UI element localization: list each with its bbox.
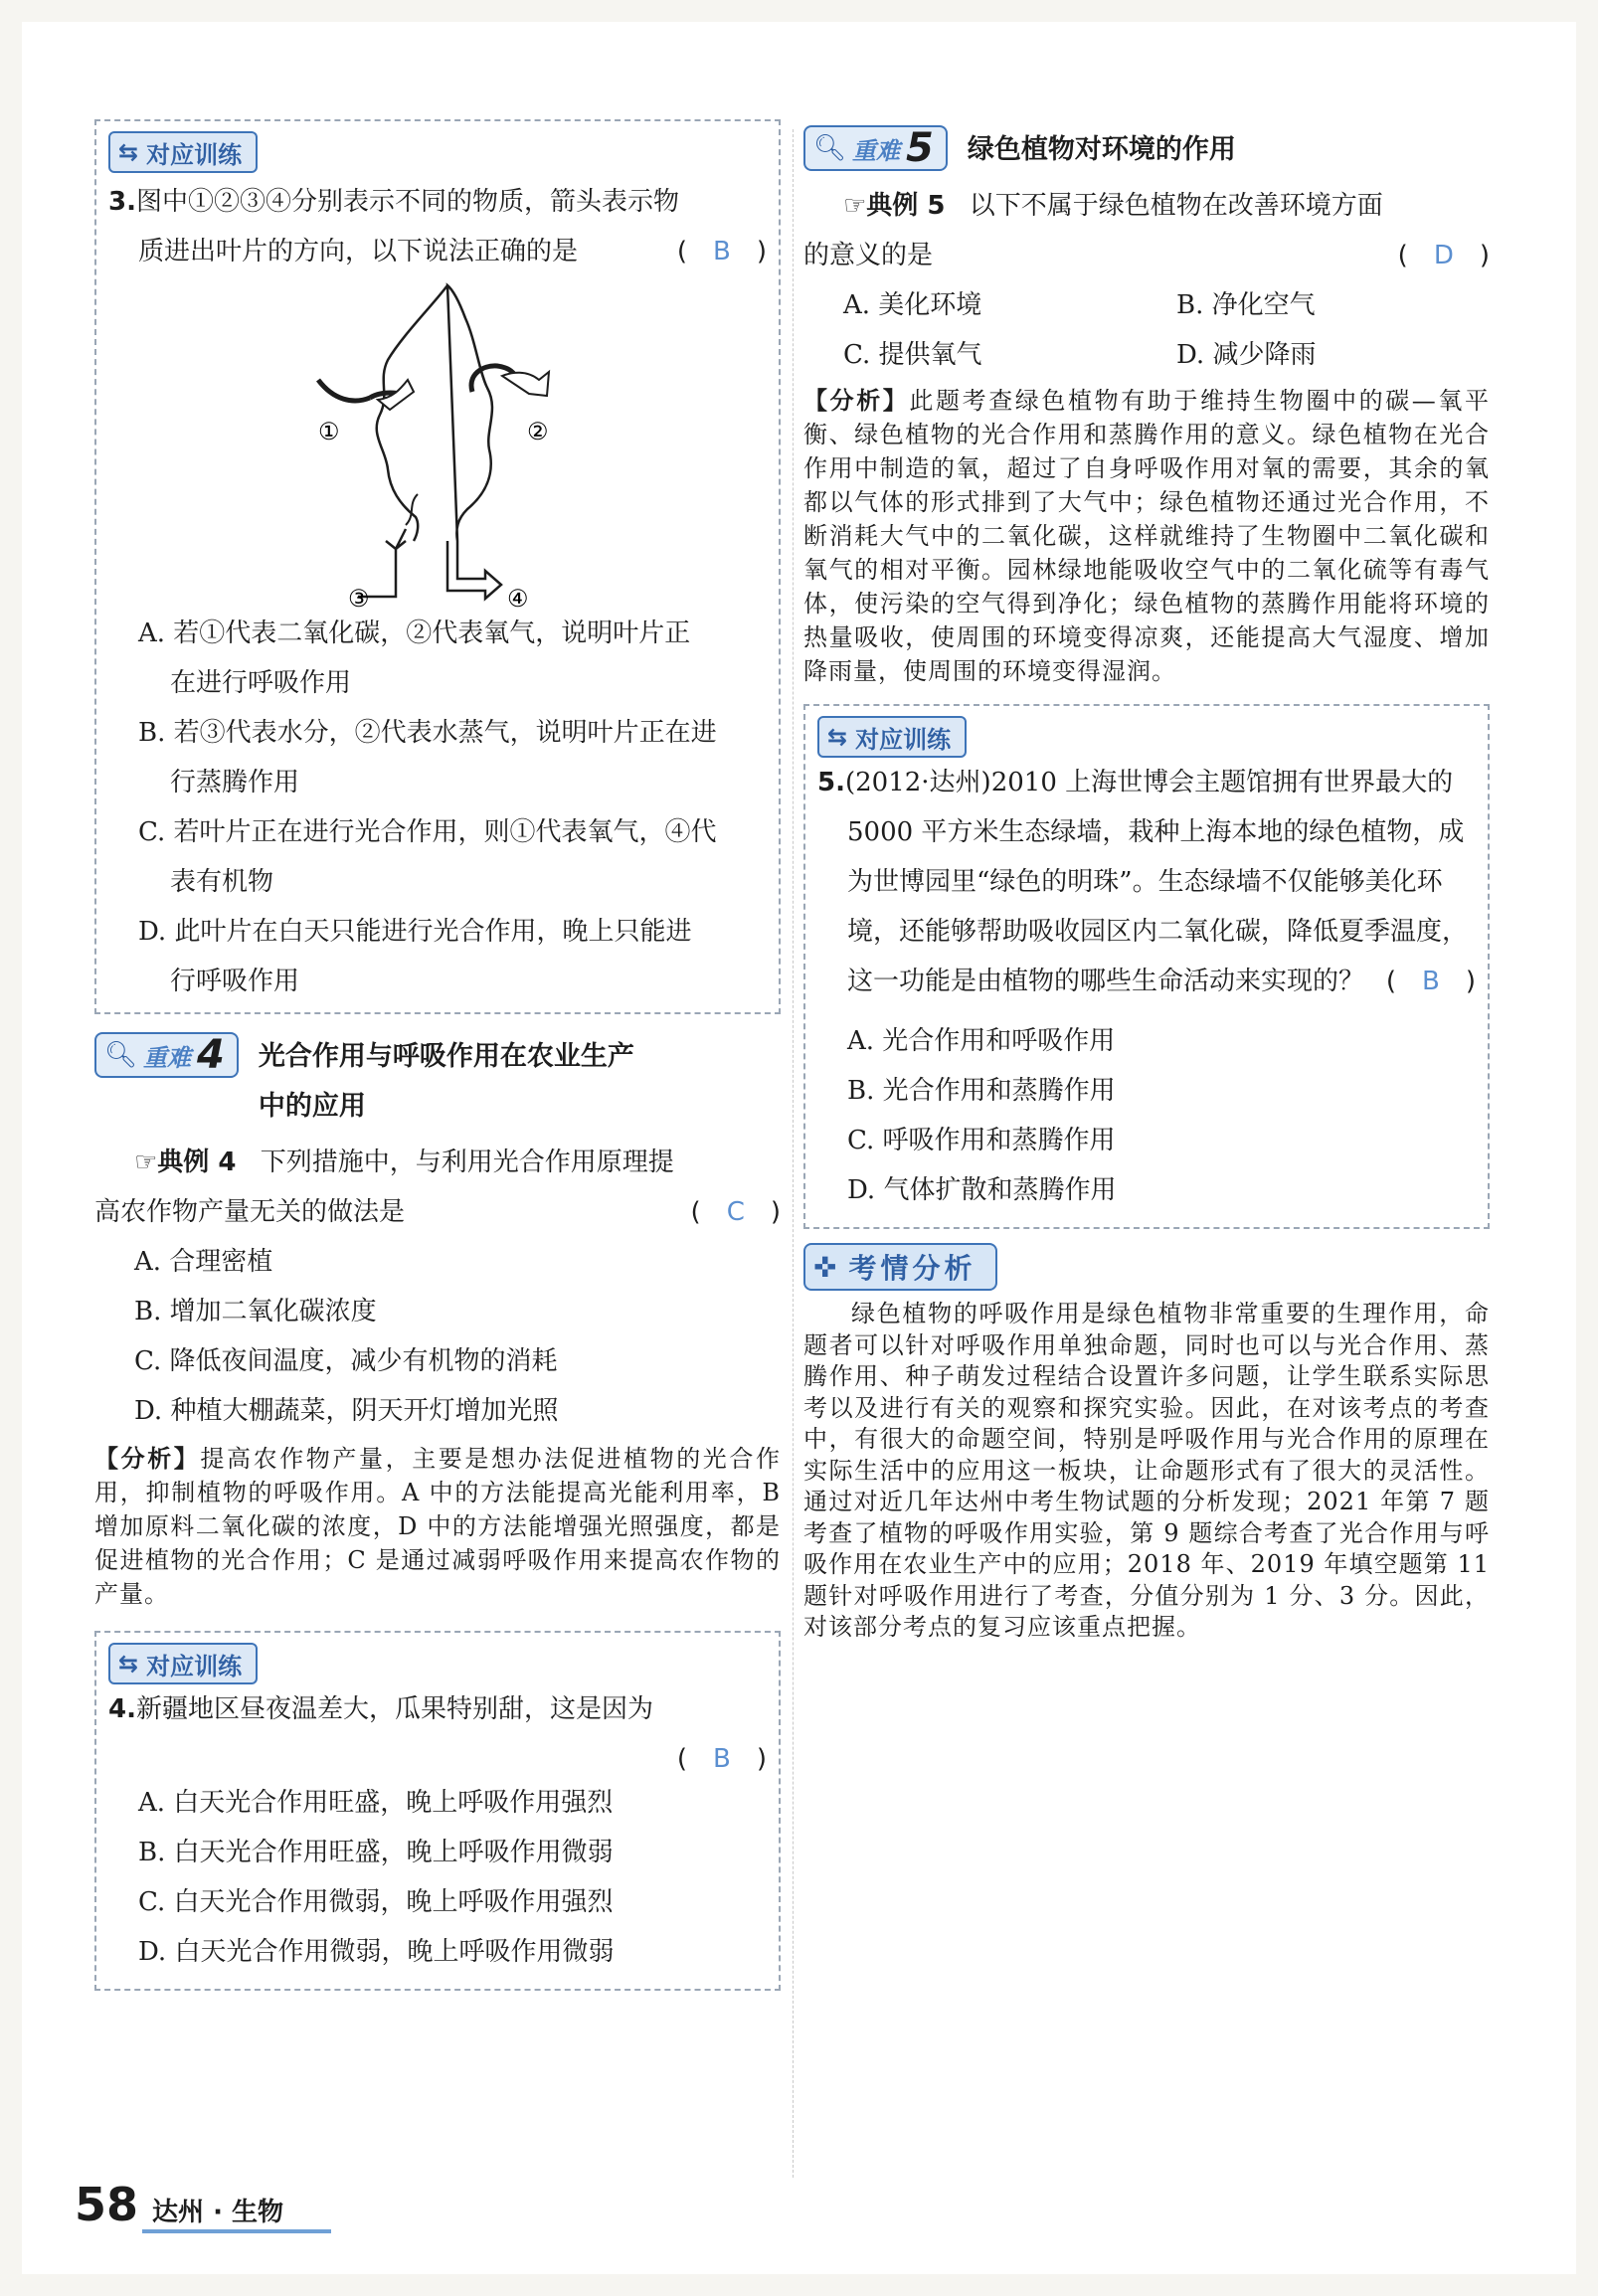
- option-d: D. 白天光合作用微弱，晚上呼吸作用微弱: [138, 1937, 615, 1967]
- option-b: B. 净化空气: [1176, 290, 1316, 320]
- key-tag-number: 5: [906, 125, 934, 171]
- analysis-label: 【分析】: [94, 1445, 201, 1473]
- example-text: 以下不属于绿色植物在改善环境方面: [969, 191, 1383, 221]
- option-b: B. 光合作用和蒸腾作用: [847, 1076, 1116, 1106]
- option-a: A. 光合作用和呼吸作用: [847, 1026, 1116, 1056]
- figure-label-4: ④: [507, 585, 529, 609]
- option-c: C. 若叶片正在进行光合作用，则①代表氧气，④代: [138, 817, 717, 847]
- key-section-title: 光合作用与呼吸作用在农业生产: [258, 1041, 634, 1072]
- answer-bracket: ( C ): [690, 1197, 781, 1227]
- training-tag: [817, 716, 967, 758]
- question-5-answer-row: [817, 967, 1476, 1016]
- leaf-diagram: [308, 280, 567, 609]
- training-box-q5: [803, 704, 1490, 1229]
- analysis-text: 此题考查绿色植物有助于维持生物圈中的碳—氧平衡、绿色植物的光合作用和蒸腾作用的意义。绿色植物在光合作用中制造的氧，超过了自身呼吸作用对氧的需要，其余的氧都以气体的形式排到了大气中；绿色植物还通过光合作用，不断消耗大气中的二氧化碳，这样就维持了生物圈中二氧化碳和氧气的相对平衡。园林绿地能吸收空气中的二氧化硫等有毒气体，使污染的空气得到净化；绿色植物的蒸腾作用能将环境的热量吸收，使周围的环境变得凉爽，还能提高大气湿度、增加降雨量，使周围的环境变得湿润。: [803, 387, 1491, 685]
- question-3: [108, 177, 767, 227]
- option-c: C. 提供氧气: [843, 340, 982, 370]
- example-text-cont: 的意义的是: [803, 241, 934, 270]
- answer-bracket: ( D ): [1397, 241, 1490, 270]
- option-d: D. 减少降雨: [1176, 340, 1317, 370]
- training-label: 对应训练: [146, 140, 243, 169]
- option-d: D. 种植大棚蔬菜，阴天开灯增加光照: [134, 1396, 559, 1426]
- option-c: C. 呼吸作用和蒸腾作用: [847, 1126, 1116, 1155]
- page-footer: [75, 2178, 283, 2231]
- footer-text: 达州 · 生物: [152, 2198, 283, 2227]
- key-tag-text: 重难: [852, 136, 901, 165]
- option-d: D. 气体扩散和蒸腾作用: [847, 1175, 1117, 1205]
- question-5: [817, 758, 1476, 1006]
- option-b: B. 增加二氧化碳浓度: [134, 1297, 377, 1326]
- example-label: ☞典例 5: [843, 191, 946, 221]
- question-text: 新疆地区昼夜温差大，瓜果特别甜，这是因为: [135, 1694, 653, 1724]
- question-text: 质进出叶片的方向，以下说法正确的是: [138, 237, 579, 266]
- figure-label-1: ①: [318, 418, 340, 445]
- question-text: 图中①②③④分别表示不同的物质，箭头表示物: [135, 187, 679, 217]
- figure-label-3: ③: [348, 585, 370, 609]
- analysis-5: [803, 384, 1490, 688]
- example-4: [94, 1138, 781, 1187]
- example-5-line2: [803, 231, 1490, 280]
- key-section-title-cont: 中的应用: [258, 1091, 366, 1122]
- answer-bracket: ( B ): [1385, 967, 1476, 996]
- example-text-cont: 高农作物产量无关的做法是: [94, 1197, 406, 1227]
- option-a: A. 合理密植: [134, 1247, 273, 1277]
- answer-value: C: [726, 1197, 745, 1227]
- key-tag-5: [803, 125, 948, 171]
- option-c-cont: 表有机物: [170, 867, 274, 897]
- question-3-line2: [108, 227, 767, 276]
- right-column: [803, 119, 1490, 1644]
- left-column: [94, 119, 781, 1991]
- key-tag-text: 重难: [143, 1043, 192, 1072]
- compass-icon: ✜: [813, 1250, 837, 1284]
- option-b: B. 若③代表水分，②代表水蒸气，说明叶片正在进: [138, 718, 717, 748]
- key-section-title: 绿色植物对环境的作用: [967, 134, 1236, 165]
- option-c: C. 白天光合作用微弱，晚上呼吸作用强烈: [138, 1887, 614, 1917]
- key-section-4-header: [94, 1032, 781, 1132]
- example-5-options: [803, 280, 1490, 380]
- swap-icon: ⇆: [827, 723, 848, 751]
- analysis-label: 【分析】: [803, 387, 910, 415]
- column-divider: [793, 129, 794, 2178]
- training-box-q3: [94, 119, 781, 1014]
- option-b: B. 白天光合作用旺盛，晚上呼吸作用微弱: [138, 1838, 614, 1867]
- answer-value: B: [1422, 967, 1440, 996]
- training-box-q4: [94, 1631, 781, 1991]
- kaoqing-title: 考情分析: [848, 1252, 977, 1285]
- question-4-answer-row: [108, 1734, 767, 1778]
- training-label: 对应训练: [855, 725, 952, 754]
- option-d-cont: 行呼吸作用: [170, 967, 300, 996]
- answer-value: D: [1433, 241, 1454, 270]
- question-text: (2012·达州)2010 上海世博会主题馆拥有世界最大的 5000 平方米生态绿墙，栽种上海本地的绿色植物，成为世博园里“绿色的明珠”。生态绿墙不仅能够美化环境，还能够帮助吸收园区内二氧化碳，降低夏季温度，这一功能是由植物的哪些生命活动来实现的？: [844, 768, 1469, 996]
- example-text: 下列措施中，与利用光合作用原理提: [260, 1148, 674, 1177]
- question-number: 4.: [108, 1694, 136, 1724]
- option-a: A. 若①代表二氧化碳，②代表氧气，说明叶片正: [138, 618, 691, 648]
- footer-underline: [142, 2229, 331, 2233]
- option-c: C. 降低夜间温度，减少有机物的消耗: [134, 1346, 558, 1376]
- option-a-cont: 在进行呼吸作用: [170, 668, 352, 698]
- example-label: ☞典例 4: [134, 1148, 237, 1177]
- magnifier-icon: 🔍︎: [104, 1040, 138, 1070]
- kaoqing-header: [803, 1243, 997, 1291]
- key-tag-4: [94, 1032, 239, 1078]
- key-tag-number: 4: [197, 1032, 225, 1078]
- training-label: 对应训练: [146, 1652, 243, 1680]
- analysis-4: [94, 1442, 781, 1611]
- training-tag: [108, 1643, 258, 1684]
- magnifier-icon: 🔍︎: [813, 133, 847, 163]
- answer-value: B: [713, 237, 731, 266]
- training-tag: [108, 131, 258, 173]
- option-a: A. 美化环境: [843, 290, 982, 320]
- answer-bracket: ( B ): [676, 1744, 767, 1774]
- answer-value: B: [713, 1744, 731, 1774]
- option-a: A. 白天光合作用旺盛，晚上呼吸作用强烈: [138, 1788, 614, 1818]
- question-number: 5.: [817, 768, 845, 797]
- question-number: 3.: [108, 187, 136, 217]
- answer-bracket: ( B ): [676, 237, 767, 266]
- example-5: [803, 181, 1490, 231]
- swap-icon: ⇆: [118, 1650, 139, 1678]
- question-4: [108, 1684, 767, 1734]
- figure-label-2: ②: [527, 418, 549, 445]
- option-b-cont: 行蒸腾作用: [170, 768, 300, 797]
- kaoqing-text: 绿色植物的呼吸作用是绿色植物非常重要的生理作用，命题者可以针对呼吸作用单独命题，同时也可以与光合作用、蒸腾作用、种子萌发过程结合设置许多问题，让学生联系实际思考以及进行有关的观察和探究实验。因此，在对该考点的考查中，有很大的命题空间，特别是呼吸作用与光合作用的原理在实际生活中的应用这一板块，让命题形式有了很大的灵活性。通过对近几年达州中考生物试题的分析发现；2021 年第 7 题考查了植物的呼吸作用实验，第 9 题综合考查了光合作用与呼吸作用在农业生产中的应用；2018 年、2019 年填空题第 11 题针对呼吸作用进行了考查，分值分别为 1 分、3 分。因此，对该部分考点的复习应该重点把握。: [803, 1300, 1490, 1641]
- example-4-line2: [94, 1187, 781, 1237]
- page-number: 58: [75, 2178, 139, 2231]
- option-d: D. 此叶片在白天只能进行光合作用，晚上只能进: [138, 917, 692, 947]
- analysis-text: 提高农作物产量，主要是想办法促进植物的光合作用，抑制植物的呼吸作用。A 中的方法能提高光能利用率，B 增加原料二氧化碳的浓度，D 中的方法能增强光照强度，都是促进植物的光合作用；C 是通过减弱呼吸作用来提高农作物的产量。: [94, 1445, 782, 1608]
- swap-icon: ⇆: [118, 138, 139, 166]
- key-section-5-header: [803, 125, 1490, 175]
